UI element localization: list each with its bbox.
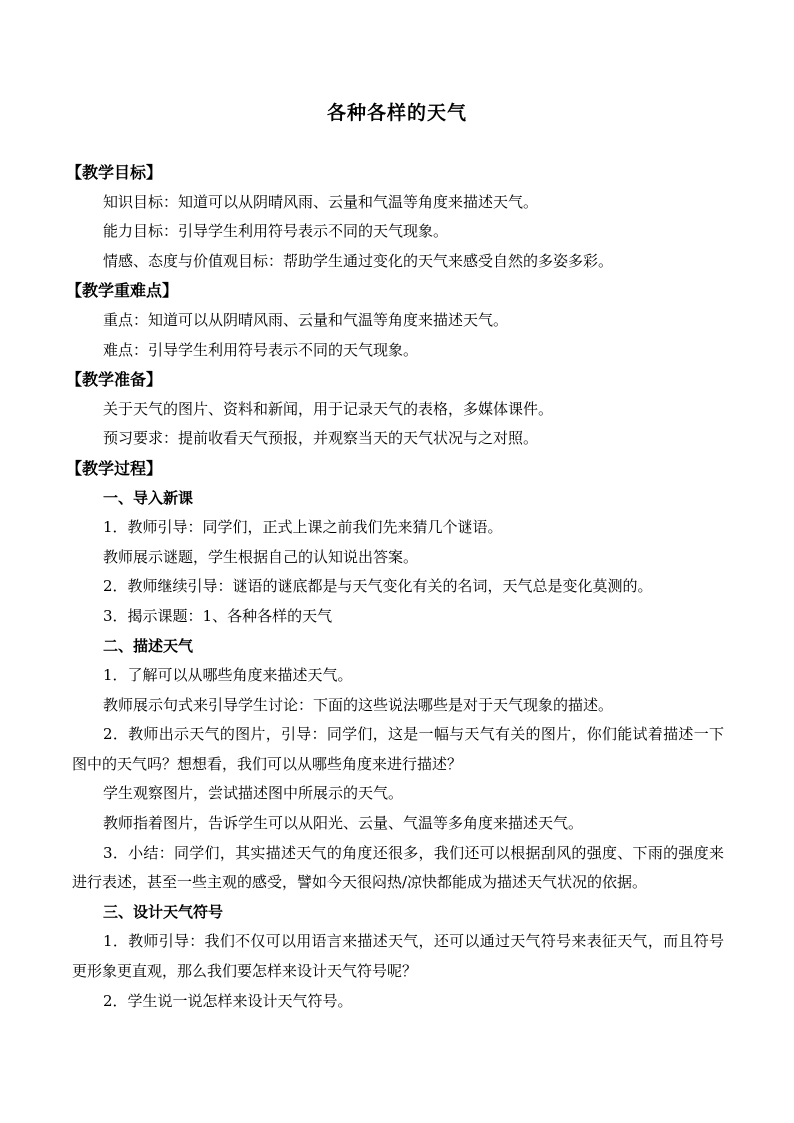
paragraph: 知识目标：知道可以从阴晴风雨、云量和气温等角度来描述天气。 [103, 192, 539, 211]
paragraph: 关于天气的图片、资料和新闻，用于记录天气的表格，多媒体课件。 [103, 399, 554, 418]
subsection-heading: 二、描述天气 [103, 636, 194, 655]
paragraph: 学生观察图片，尝试描述图中所展示的天气。 [103, 784, 404, 803]
paragraph: 能力目标：引导学生利用符号表示不同的天气现象。 [103, 222, 449, 241]
paragraph: 1．了解可以从哪些角度来描述天气。 [103, 666, 353, 685]
document-body [66, 158, 724, 1016]
paragraph: 预习要求：提前收看天气预报，并观察当天的天气状况与之对照。 [103, 429, 539, 448]
paragraph: 2．学生说一说怎样来设计天气符号。 [103, 991, 353, 1010]
section-heading-key-points: 【教学重难点】 [66, 281, 179, 301]
paragraph: 1．教师引导：我们不仅可以用语言来描述天气，还可以通过天气符号来表征天气，而且符号更形象更直观，那么我们要怎样来设计天气符号呢？ [72, 932, 724, 981]
section-heading-preparation: 【教学准备】 [66, 370, 163, 390]
paragraph: 2．教师继续引导：谜语的谜底都是与天气变化有关的名词，天气总是变化莫测的。 [103, 577, 653, 596]
paragraph: 3．揭示课题：1、各种各样的天气 [103, 606, 333, 625]
page-title: 各种各样的天气 [326, 102, 467, 124]
section-heading-process: 【教学过程】 [66, 458, 163, 478]
paragraph: 重点：知道可以从阴晴风雨、云量和气温等角度来描述天气。 [103, 310, 509, 329]
section-heading-goals: 【教学目标】 [66, 163, 163, 182]
paragraph: 教师展示句式来引导学生讨论：下面的这些说法哪些是对于天气现象的描述。 [103, 695, 614, 714]
paragraph: 2．教师出示天气的图片，引导：同学们，这是一幅与天气有关的图片，你们能试着描述一下图中的天气吗？想想看，我们可以从哪些角度来进行描述？ [72, 725, 724, 773]
paragraph: 情感、态度与价值观目标：帮助学生通过变化的天气来感受自然的多姿多彩。 [103, 251, 614, 270]
subsection-heading: 一、导入新课 [103, 488, 194, 507]
paragraph: 教师指着图片，告诉学生可以从阳光、云量、气温等多角度来描述天气。 [103, 814, 584, 833]
paragraph: 难点：引导学生利用符号表示不同的天气现象。 [103, 340, 419, 359]
paragraph: 1．教师引导：同学们，正式上课之前我们先来猜几个谜语。 [103, 518, 503, 537]
paragraph: 教师展示谜题，学生根据自己的认知说出答案。 [103, 547, 419, 566]
subsection-heading: 三、设计天气符号 [103, 902, 224, 921]
paragraph: 3．小结：同学们，其实描述天气的角度还很多，我们还可以根据刮风的强度、下雨的强度来进行表述，甚至一些主观的感受，譬如今天很闷热/凉快都能成为描述天气状况的依据。 [72, 843, 724, 892]
